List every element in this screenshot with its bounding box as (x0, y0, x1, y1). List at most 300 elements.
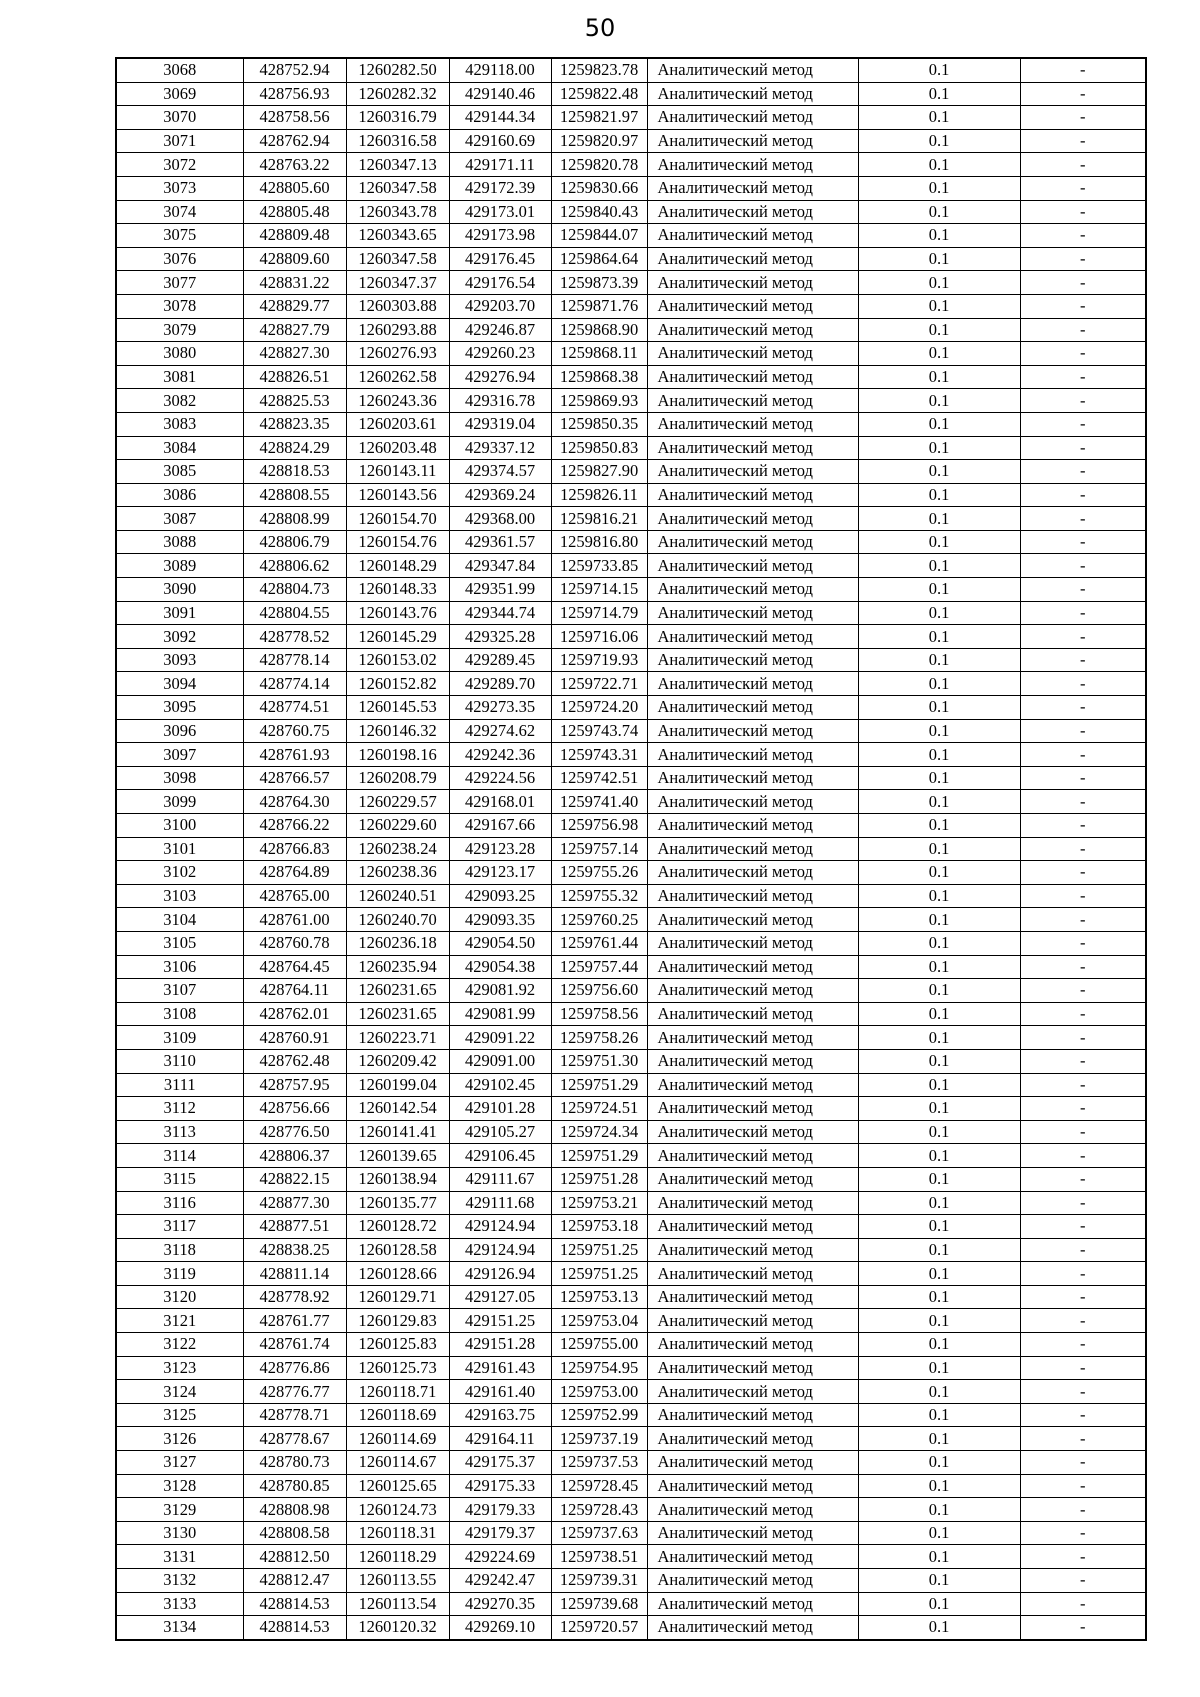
y-new-cell: 1259751.25 (551, 1262, 647, 1286)
x-new-cell: 429081.99 (449, 1002, 551, 1026)
note-cell: - (1020, 82, 1146, 106)
method-cell: Аналитический метод (647, 1474, 858, 1498)
x-new-cell: 429242.47 (449, 1569, 551, 1593)
method-cell: Аналитический метод (647, 1144, 858, 1168)
table-row (116, 931, 1146, 955)
note-cell: - (1020, 1333, 1146, 1357)
y-new-cell: 1259714.15 (551, 578, 647, 602)
x-old-cell: 428756.66 (243, 1097, 346, 1121)
method-cell: Аналитический метод (647, 507, 858, 531)
x-new-cell: 429161.40 (449, 1380, 551, 1404)
point-number-cell: 3106 (116, 955, 243, 979)
y-new-cell: 1259820.78 (551, 153, 647, 177)
y-old-cell: 1260347.13 (346, 153, 449, 177)
point-number-cell: 3080 (116, 342, 243, 366)
note-cell: - (1020, 979, 1146, 1003)
y-old-cell: 1260203.61 (346, 412, 449, 436)
accuracy-cell: 0.1 (858, 1569, 1020, 1593)
note-cell: - (1020, 1144, 1146, 1168)
point-number-cell: 3119 (116, 1262, 243, 1286)
note-cell: - (1020, 224, 1146, 248)
point-number-cell: 3110 (116, 1049, 243, 1073)
table-row (116, 271, 1146, 295)
note-cell: - (1020, 1215, 1146, 1239)
y-new-cell: 1259743.31 (551, 743, 647, 767)
note-cell: - (1020, 766, 1146, 790)
y-old-cell: 1260303.88 (346, 294, 449, 318)
y-new-cell: 1259737.53 (551, 1451, 647, 1475)
y-new-cell: 1259753.21 (551, 1191, 647, 1215)
method-cell: Аналитический метод (647, 1002, 858, 1026)
y-old-cell: 1260138.94 (346, 1167, 449, 1191)
point-number-cell: 3071 (116, 129, 243, 153)
x-new-cell: 429337.12 (449, 436, 551, 460)
accuracy-cell: 0.1 (858, 955, 1020, 979)
accuracy-cell: 0.1 (858, 200, 1020, 224)
y-new-cell: 1259755.00 (551, 1333, 647, 1357)
y-old-cell: 1260129.83 (346, 1309, 449, 1333)
y-new-cell: 1259739.68 (551, 1592, 647, 1616)
note-cell: - (1020, 436, 1146, 460)
y-new-cell: 1259751.25 (551, 1238, 647, 1262)
point-number-cell: 3087 (116, 507, 243, 531)
y-old-cell: 1260120.32 (346, 1616, 449, 1640)
point-number-cell: 3104 (116, 908, 243, 932)
point-number-cell: 3074 (116, 200, 243, 224)
table-row (116, 1569, 1146, 1593)
x-old-cell: 428826.51 (243, 365, 346, 389)
table-row (116, 1215, 1146, 1239)
y-old-cell: 1260118.29 (346, 1545, 449, 1569)
note-cell: - (1020, 1380, 1146, 1404)
accuracy-cell: 0.1 (858, 861, 1020, 885)
note-cell: - (1020, 1309, 1146, 1333)
table-row (116, 1191, 1146, 1215)
method-cell: Аналитический метод (647, 1073, 858, 1097)
y-old-cell: 1260139.65 (346, 1144, 449, 1168)
x-old-cell: 428824.29 (243, 436, 346, 460)
table-row (116, 530, 1146, 554)
table-row (116, 1474, 1146, 1498)
note-cell: - (1020, 483, 1146, 507)
note-cell: - (1020, 1356, 1146, 1380)
method-cell: Аналитический метод (647, 530, 858, 554)
y-old-cell: 1260316.58 (346, 129, 449, 153)
x-new-cell: 429127.05 (449, 1285, 551, 1309)
table-row (116, 365, 1146, 389)
note-cell: - (1020, 719, 1146, 743)
method-cell: Аналитический метод (647, 1120, 858, 1144)
y-old-cell: 1260343.65 (346, 224, 449, 248)
accuracy-cell: 0.1 (858, 460, 1020, 484)
method-cell: Аналитический метод (647, 365, 858, 389)
method-cell: Аналитический метод (647, 578, 858, 602)
y-old-cell: 1260145.29 (346, 625, 449, 649)
x-new-cell: 429325.28 (449, 625, 551, 649)
y-new-cell: 1259760.25 (551, 908, 647, 932)
x-new-cell: 429369.24 (449, 483, 551, 507)
accuracy-cell: 0.1 (858, 106, 1020, 130)
x-old-cell: 428805.60 (243, 176, 346, 200)
y-old-cell: 1260199.04 (346, 1073, 449, 1097)
y-old-cell: 1260114.69 (346, 1427, 449, 1451)
note-cell: - (1020, 601, 1146, 625)
note-cell: - (1020, 1026, 1146, 1050)
x-old-cell: 428778.14 (243, 648, 346, 672)
accuracy-cell: 0.1 (858, 1356, 1020, 1380)
point-number-cell: 3081 (116, 365, 243, 389)
note-cell: - (1020, 861, 1146, 885)
x-new-cell: 429368.00 (449, 507, 551, 531)
y-new-cell: 1259816.80 (551, 530, 647, 554)
y-new-cell: 1259738.51 (551, 1545, 647, 1569)
y-new-cell: 1259719.93 (551, 648, 647, 672)
accuracy-cell: 0.1 (858, 1167, 1020, 1191)
point-number-cell: 3113 (116, 1120, 243, 1144)
x-old-cell: 428814.53 (243, 1616, 346, 1640)
y-new-cell: 1259868.38 (551, 365, 647, 389)
point-number-cell: 3095 (116, 696, 243, 720)
table-row (116, 507, 1146, 531)
accuracy-cell: 0.1 (858, 931, 1020, 955)
point-number-cell: 3101 (116, 837, 243, 861)
y-old-cell: 1260276.93 (346, 342, 449, 366)
y-old-cell: 1260152.82 (346, 672, 449, 696)
point-number-cell: 3132 (116, 1569, 243, 1593)
accuracy-cell: 0.1 (858, 672, 1020, 696)
point-number-cell: 3088 (116, 530, 243, 554)
y-old-cell: 1260118.69 (346, 1403, 449, 1427)
method-cell: Аналитический метод (647, 58, 858, 82)
x-old-cell: 428811.14 (243, 1262, 346, 1286)
note-cell: - (1020, 530, 1146, 554)
y-old-cell: 1260282.32 (346, 82, 449, 106)
method-cell: Аналитический метод (647, 979, 858, 1003)
y-old-cell: 1260143.11 (346, 460, 449, 484)
y-old-cell: 1260316.79 (346, 106, 449, 130)
y-new-cell: 1259737.63 (551, 1521, 647, 1545)
y-old-cell: 1260128.66 (346, 1262, 449, 1286)
x-old-cell: 428822.15 (243, 1167, 346, 1191)
x-new-cell: 429054.50 (449, 931, 551, 955)
table-row (116, 884, 1146, 908)
x-old-cell: 428752.94 (243, 58, 346, 82)
y-new-cell: 1259753.18 (551, 1215, 647, 1239)
x-old-cell: 428766.57 (243, 766, 346, 790)
y-old-cell: 1260238.36 (346, 861, 449, 885)
point-number-cell: 3115 (116, 1167, 243, 1191)
x-old-cell: 428778.52 (243, 625, 346, 649)
note-cell: - (1020, 1427, 1146, 1451)
note-cell: - (1020, 58, 1146, 82)
x-new-cell: 429224.56 (449, 766, 551, 790)
x-new-cell: 429179.33 (449, 1498, 551, 1522)
note-cell: - (1020, 696, 1146, 720)
point-number-cell: 3084 (116, 436, 243, 460)
x-new-cell: 429172.39 (449, 176, 551, 200)
accuracy-cell: 0.1 (858, 1002, 1020, 1026)
note-cell: - (1020, 1002, 1146, 1026)
method-cell: Аналитический метод (647, 1262, 858, 1286)
table-row (116, 58, 1146, 82)
x-new-cell: 429175.33 (449, 1474, 551, 1498)
y-new-cell: 1259720.57 (551, 1616, 647, 1640)
accuracy-cell: 0.1 (858, 1097, 1020, 1121)
method-cell: Аналитический метод (647, 672, 858, 696)
table-row (116, 1403, 1146, 1427)
point-number-cell: 3126 (116, 1427, 243, 1451)
y-new-cell: 1259728.43 (551, 1498, 647, 1522)
x-old-cell: 428805.48 (243, 200, 346, 224)
x-new-cell: 429274.62 (449, 719, 551, 743)
table-row (116, 1380, 1146, 1404)
y-new-cell: 1259756.60 (551, 979, 647, 1003)
method-cell: Аналитический метод (647, 1026, 858, 1050)
x-new-cell: 429106.45 (449, 1144, 551, 1168)
y-old-cell: 1260238.24 (346, 837, 449, 861)
point-number-cell: 3094 (116, 672, 243, 696)
method-cell: Аналитический метод (647, 1592, 858, 1616)
note-cell: - (1020, 129, 1146, 153)
accuracy-cell: 0.1 (858, 1285, 1020, 1309)
table-row (116, 412, 1146, 436)
note-cell: - (1020, 1474, 1146, 1498)
method-cell: Аналитический метод (647, 1167, 858, 1191)
x-new-cell: 429224.69 (449, 1545, 551, 1569)
table-row (116, 224, 1146, 248)
accuracy-cell: 0.1 (858, 1380, 1020, 1404)
accuracy-cell: 0.1 (858, 1545, 1020, 1569)
point-number-cell: 3116 (116, 1191, 243, 1215)
point-number-cell: 3122 (116, 1333, 243, 1357)
note-cell: - (1020, 884, 1146, 908)
table-row (116, 129, 1146, 153)
note-cell: - (1020, 294, 1146, 318)
method-cell: Аналитический метод (647, 1451, 858, 1475)
method-cell: Аналитический метод (647, 176, 858, 200)
note-cell: - (1020, 460, 1146, 484)
y-old-cell: 1260293.88 (346, 318, 449, 342)
x-old-cell: 428806.37 (243, 1144, 346, 1168)
method-cell: Аналитический метод (647, 342, 858, 366)
y-old-cell: 1260209.42 (346, 1049, 449, 1073)
method-cell: Аналитический метод (647, 129, 858, 153)
y-new-cell: 1259737.19 (551, 1427, 647, 1451)
accuracy-cell: 0.1 (858, 247, 1020, 271)
coordinates-table (115, 57, 1147, 1641)
accuracy-cell: 0.1 (858, 578, 1020, 602)
point-number-cell: 3112 (116, 1097, 243, 1121)
table-row (116, 814, 1146, 838)
x-old-cell: 428812.50 (243, 1545, 346, 1569)
point-number-cell: 3073 (116, 176, 243, 200)
y-new-cell: 1259753.04 (551, 1309, 647, 1333)
method-cell: Аналитический метод (647, 1427, 858, 1451)
method-cell: Аналитический метод (647, 625, 858, 649)
x-old-cell: 428827.79 (243, 318, 346, 342)
accuracy-cell: 0.1 (858, 979, 1020, 1003)
x-old-cell: 428756.93 (243, 82, 346, 106)
x-old-cell: 428760.78 (243, 931, 346, 955)
note-cell: - (1020, 342, 1146, 366)
point-number-cell: 3107 (116, 979, 243, 1003)
x-new-cell: 429203.70 (449, 294, 551, 318)
y-old-cell: 1260198.16 (346, 743, 449, 767)
table-row (116, 861, 1146, 885)
x-old-cell: 428812.47 (243, 1569, 346, 1593)
x-new-cell: 429102.45 (449, 1073, 551, 1097)
method-cell: Аналитический метод (647, 743, 858, 767)
table-row (116, 483, 1146, 507)
accuracy-cell: 0.1 (858, 790, 1020, 814)
accuracy-cell: 0.1 (858, 719, 1020, 743)
table-row (116, 176, 1146, 200)
x-old-cell: 428806.62 (243, 554, 346, 578)
y-old-cell: 1260118.71 (346, 1380, 449, 1404)
y-old-cell: 1260243.36 (346, 389, 449, 413)
accuracy-cell: 0.1 (858, 1498, 1020, 1522)
method-cell: Аналитический метод (647, 106, 858, 130)
y-new-cell: 1259743.74 (551, 719, 647, 743)
x-old-cell: 428776.77 (243, 1380, 346, 1404)
method-cell: Аналитический метод (647, 412, 858, 436)
point-number-cell: 3068 (116, 58, 243, 82)
table-row (116, 460, 1146, 484)
method-cell: Аналитический метод (647, 1380, 858, 1404)
x-old-cell: 428808.98 (243, 1498, 346, 1522)
x-old-cell: 428761.74 (243, 1333, 346, 1357)
point-number-cell: 3120 (116, 1285, 243, 1309)
note-cell: - (1020, 1285, 1146, 1309)
note-cell: - (1020, 106, 1146, 130)
accuracy-cell: 0.1 (858, 1144, 1020, 1168)
x-old-cell: 428766.22 (243, 814, 346, 838)
note-cell: - (1020, 1616, 1146, 1640)
table-row (116, 153, 1146, 177)
x-new-cell: 429173.01 (449, 200, 551, 224)
x-new-cell: 429246.87 (449, 318, 551, 342)
x-old-cell: 428818.53 (243, 460, 346, 484)
x-old-cell: 428804.73 (243, 578, 346, 602)
accuracy-cell: 0.1 (858, 1474, 1020, 1498)
table-row (116, 696, 1146, 720)
coordinates-table-body (116, 58, 1146, 1640)
y-new-cell: 1259755.32 (551, 884, 647, 908)
y-new-cell: 1259751.28 (551, 1167, 647, 1191)
y-old-cell: 1260124.73 (346, 1498, 449, 1522)
note-cell: - (1020, 271, 1146, 295)
y-old-cell: 1260118.31 (346, 1521, 449, 1545)
table-row (116, 1285, 1146, 1309)
x-old-cell: 428823.35 (243, 412, 346, 436)
accuracy-cell: 0.1 (858, 129, 1020, 153)
table-row (116, 436, 1146, 460)
note-cell: - (1020, 1049, 1146, 1073)
point-number-cell: 3097 (116, 743, 243, 767)
x-old-cell: 428764.30 (243, 790, 346, 814)
table-row (116, 1309, 1146, 1333)
x-new-cell: 429093.25 (449, 884, 551, 908)
table-row (116, 82, 1146, 106)
method-cell: Аналитический метод (647, 271, 858, 295)
y-old-cell: 1260347.37 (346, 271, 449, 295)
y-old-cell: 1260143.76 (346, 601, 449, 625)
x-old-cell: 428763.22 (243, 153, 346, 177)
accuracy-cell: 0.1 (858, 648, 1020, 672)
x-new-cell: 429105.27 (449, 1120, 551, 1144)
x-new-cell: 429351.99 (449, 578, 551, 602)
x-new-cell: 429151.25 (449, 1309, 551, 1333)
note-cell: - (1020, 1451, 1146, 1475)
y-new-cell: 1259724.34 (551, 1120, 647, 1144)
y-new-cell: 1259864.64 (551, 247, 647, 271)
table-row (116, 1616, 1146, 1640)
table-row (116, 743, 1146, 767)
point-number-cell: 3109 (116, 1026, 243, 1050)
x-old-cell: 428764.89 (243, 861, 346, 885)
note-cell: - (1020, 1262, 1146, 1286)
point-number-cell: 3100 (116, 814, 243, 838)
note-cell: - (1020, 200, 1146, 224)
x-new-cell: 429168.01 (449, 790, 551, 814)
x-new-cell: 429361.57 (449, 530, 551, 554)
table-row (116, 1238, 1146, 1262)
note-cell: - (1020, 318, 1146, 342)
method-cell: Аналитический метод (647, 884, 858, 908)
point-number-cell: 3103 (116, 884, 243, 908)
table-row (116, 672, 1146, 696)
x-old-cell: 428778.67 (243, 1427, 346, 1451)
accuracy-cell: 0.1 (858, 766, 1020, 790)
x-new-cell: 429081.92 (449, 979, 551, 1003)
y-new-cell: 1259756.98 (551, 814, 647, 838)
y-new-cell: 1259850.35 (551, 412, 647, 436)
y-new-cell: 1259873.39 (551, 271, 647, 295)
x-new-cell: 429111.68 (449, 1191, 551, 1215)
point-number-cell: 3089 (116, 554, 243, 578)
note-cell: - (1020, 625, 1146, 649)
accuracy-cell: 0.1 (858, 294, 1020, 318)
method-cell: Аналитический метод (647, 436, 858, 460)
method-cell: Аналитический метод (647, 294, 858, 318)
table-row (116, 578, 1146, 602)
note-cell: - (1020, 1238, 1146, 1262)
note-cell: - (1020, 507, 1146, 531)
y-old-cell: 1260145.53 (346, 696, 449, 720)
note-cell: - (1020, 1167, 1146, 1191)
point-number-cell: 3093 (116, 648, 243, 672)
table-row (116, 1333, 1146, 1357)
table-row (116, 1073, 1146, 1097)
x-old-cell: 428762.94 (243, 129, 346, 153)
y-old-cell: 1260125.83 (346, 1333, 449, 1357)
x-new-cell: 429175.37 (449, 1451, 551, 1475)
accuracy-cell: 0.1 (858, 696, 1020, 720)
x-new-cell: 429316.78 (449, 389, 551, 413)
x-old-cell: 428761.93 (243, 743, 346, 767)
accuracy-cell: 0.1 (858, 1592, 1020, 1616)
point-number-cell: 3125 (116, 1403, 243, 1427)
x-old-cell: 428764.11 (243, 979, 346, 1003)
x-old-cell: 428809.60 (243, 247, 346, 271)
accuracy-cell: 0.1 (858, 1026, 1020, 1050)
note-cell: - (1020, 247, 1146, 271)
accuracy-cell: 0.1 (858, 1427, 1020, 1451)
table-row (116, 837, 1146, 861)
y-new-cell: 1259758.56 (551, 1002, 647, 1026)
x-new-cell: 429144.34 (449, 106, 551, 130)
point-number-cell: 3118 (116, 1238, 243, 1262)
